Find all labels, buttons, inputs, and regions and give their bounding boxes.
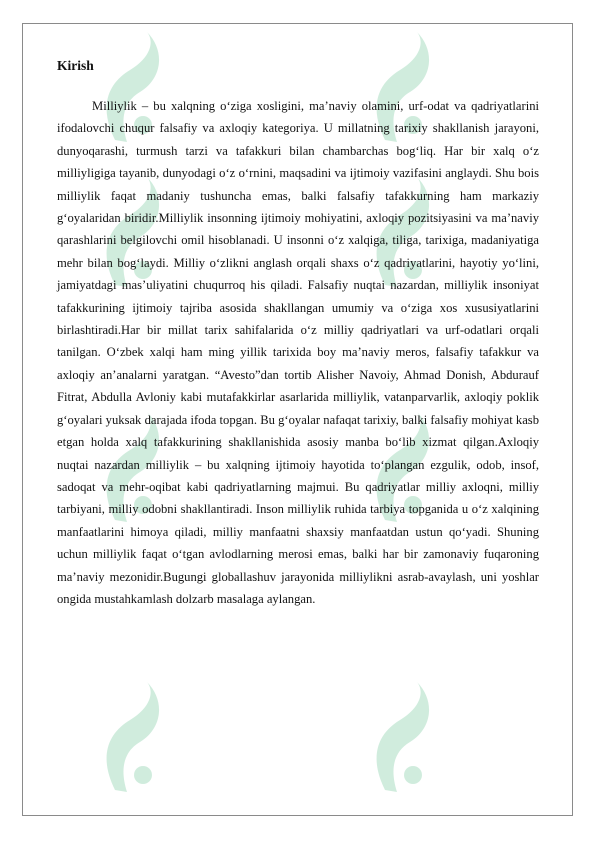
- section-heading: Kirish: [57, 58, 94, 73]
- watermark-logo-icon: [95, 680, 165, 800]
- document-body: [57, 57, 539, 610]
- body-paragraph: Milliylik – bu xalqning o‘ziga xosligini, ma’naviy olamini, urf-odat va qadriyatlarini ifodalovchi chuqur falsafiy va axloqiy kategoriya. U millatning tarixiy shakllanish jarayoni, dunyoqarashi, turmush tarzi va tafakkuri bilan chambarchas bog‘liq. Har bir xalq o‘z milliyligiga tayanib, dunyodagi o‘z o‘rnini, maqsadini va ijtimoiy vazifasini anglaydi. Shu bois milliylik faqat madaniy tushuncha emas, balki falsafiy tafakkurning ham markaziy g‘oyalaridan biridir.Milliylik insonning ijtimoiy mohiyatini, axloqiy pozitsiyasini va ma’naviy qarashlarini belgilovchi omil hisoblanadi. U insonni o‘z xalqiga, tiliga, tarixiga, madaniyatiga mehr bilan bog‘laydi. Milliy o‘zlikni anglash orqali shaxs o‘z qadriyatlarini, hayotiy yo‘lini, jamiyatdagi mas’uliyatini chuqurroq his qiladi. Falsafiy nuqtai nazardan, milliylik insoniyat tafakkurining ijtimoiy tajriba asosida shakllangan umumiy va o‘ziga xos xususiyatlarini birlashtiradi.Har bir millat tarix sahifalarida o‘z milliy qadriyatlari va urf-odatlari orqali tanilgan. O‘zbek xalqi ham ming yillik tarixida boy ma’naviy meros, falsafiy tafakkur va axloqiy an’analarni yaratgan. “Avesto”dan tortib Alisher Navoiy, Ahmad Donish, Abdurauf Fitrat, Abdulla Avloniy kabi mutafakkirlar asarlarida milliylik, vatanparvarlik, axloqiy poklik g‘oyalari yuksak darajada ifoda topgan. Bu g‘oyalar nafaqat tarixiy, balki falsafiy mohiyat kasb etgan holda xalq tafakkurining shakllanishida asosiy manba bo‘lib xizmat qilgan.Axloqiy nuqtai nazardan milliylik – bu xalqning ijtimoiy hayotida to‘plangan ezgulik, odob, insof, sadoqat va mehr-oqibat kabi qadriyatlarning majmui. Bu qadriyatlar milliy axloqni, milliy tarbiyani, milliy odobni shakllantiradi. Inson milliylik ruhida tarbiya topganida u o‘z xalqining manfaatlarini himoya qiladi, milliy manfaatni shaxsiy manfaatdan ustun qo‘yadi. Shuning uchun milliylik faqat o‘tgan avlodlarning merosi emas, balki har bir zamonaviy fuqaroning ma’naviy mezonidir.Bugungi globallashuv jarayonida milliylikni asrab-avaylash, uni yoshlar ongida mustahkamlash dolzarb masalaga aylangan.: [57, 99, 539, 606]
- watermark-logo-icon: [365, 680, 435, 800]
